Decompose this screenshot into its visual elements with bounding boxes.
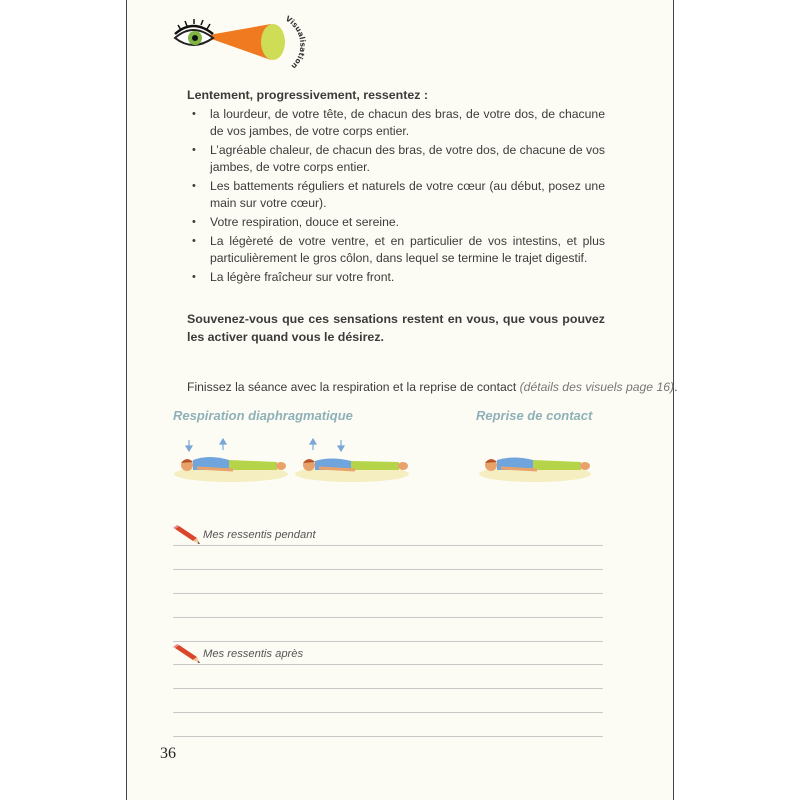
finish-end: . [674, 380, 678, 394]
respiration-title: Respiration diaphragmatique [173, 408, 353, 423]
pencil-icon [173, 644, 203, 664]
logo-text: Visualisation [283, 13, 308, 71]
finish-note: (détails des visuels page 16) [519, 380, 675, 394]
notes-apres-text: Mes ressentis après [203, 648, 304, 660]
eye-visualisation-icon [173, 13, 308, 72]
list-item: • La légère fraîcheur sur votre front. [187, 269, 605, 286]
finish-paragraph [187, 380, 678, 394]
page-number: 36 [160, 745, 176, 762]
sensation-list [187, 106, 605, 288]
lying-figure-reprise [477, 432, 593, 486]
intro-heading: Lentement, progressivement, ressentez : [187, 88, 429, 102]
writing-line[interactable] [173, 688, 603, 689]
writing-line[interactable] [173, 593, 603, 594]
list-item: • la lourdeur, de votre tête, de chacun des bras, de votre dos, de chacune de vos jambes, de votre corps entier. [187, 106, 605, 140]
finish-text: Finissez la séance avec la respiration et la reprise de contact [187, 380, 517, 394]
writing-line[interactable] [173, 664, 603, 665]
writing-line[interactable] [173, 617, 603, 618]
notes-pendant-text: Mes ressentis pendant [203, 529, 316, 541]
writing-line[interactable] [173, 569, 603, 570]
writing-line[interactable] [173, 712, 603, 713]
lying-figure-inhale [173, 432, 289, 486]
writing-line[interactable] [173, 641, 603, 642]
book-page [126, 0, 678, 800]
lying-figure-exhale [293, 432, 411, 486]
reprise-title: Reprise de contact [476, 408, 593, 423]
closing-paragraph: Souvenez-vous que ces sensations restent en vous, que vous pouvez les activer quand vous le désirez. [187, 312, 605, 344]
list-item: • Votre respiration, douce et sereine. [187, 214, 605, 231]
visualisation-logo [173, 13, 308, 72]
list-item: • L’agréable chaleur, de chacun des bras, de votre dos, de chacune de vos jambes, de votre corps entier. [187, 142, 605, 176]
writing-line[interactable] [173, 736, 603, 737]
writing-line[interactable] [173, 545, 603, 546]
list-item: • La légèreté de votre ventre, et en particulier de vos intestins, et plus particulièrement le gros côlon, dans lequel se termine le trajet digestif. [187, 233, 605, 267]
list-item: • Les battements réguliers et naturels de votre cœur (au début, posez une main sur votre cœur). [187, 178, 605, 212]
notes-apres-label [173, 643, 303, 665]
pencil-icon [173, 525, 203, 545]
notes-pendant-label [173, 524, 316, 546]
